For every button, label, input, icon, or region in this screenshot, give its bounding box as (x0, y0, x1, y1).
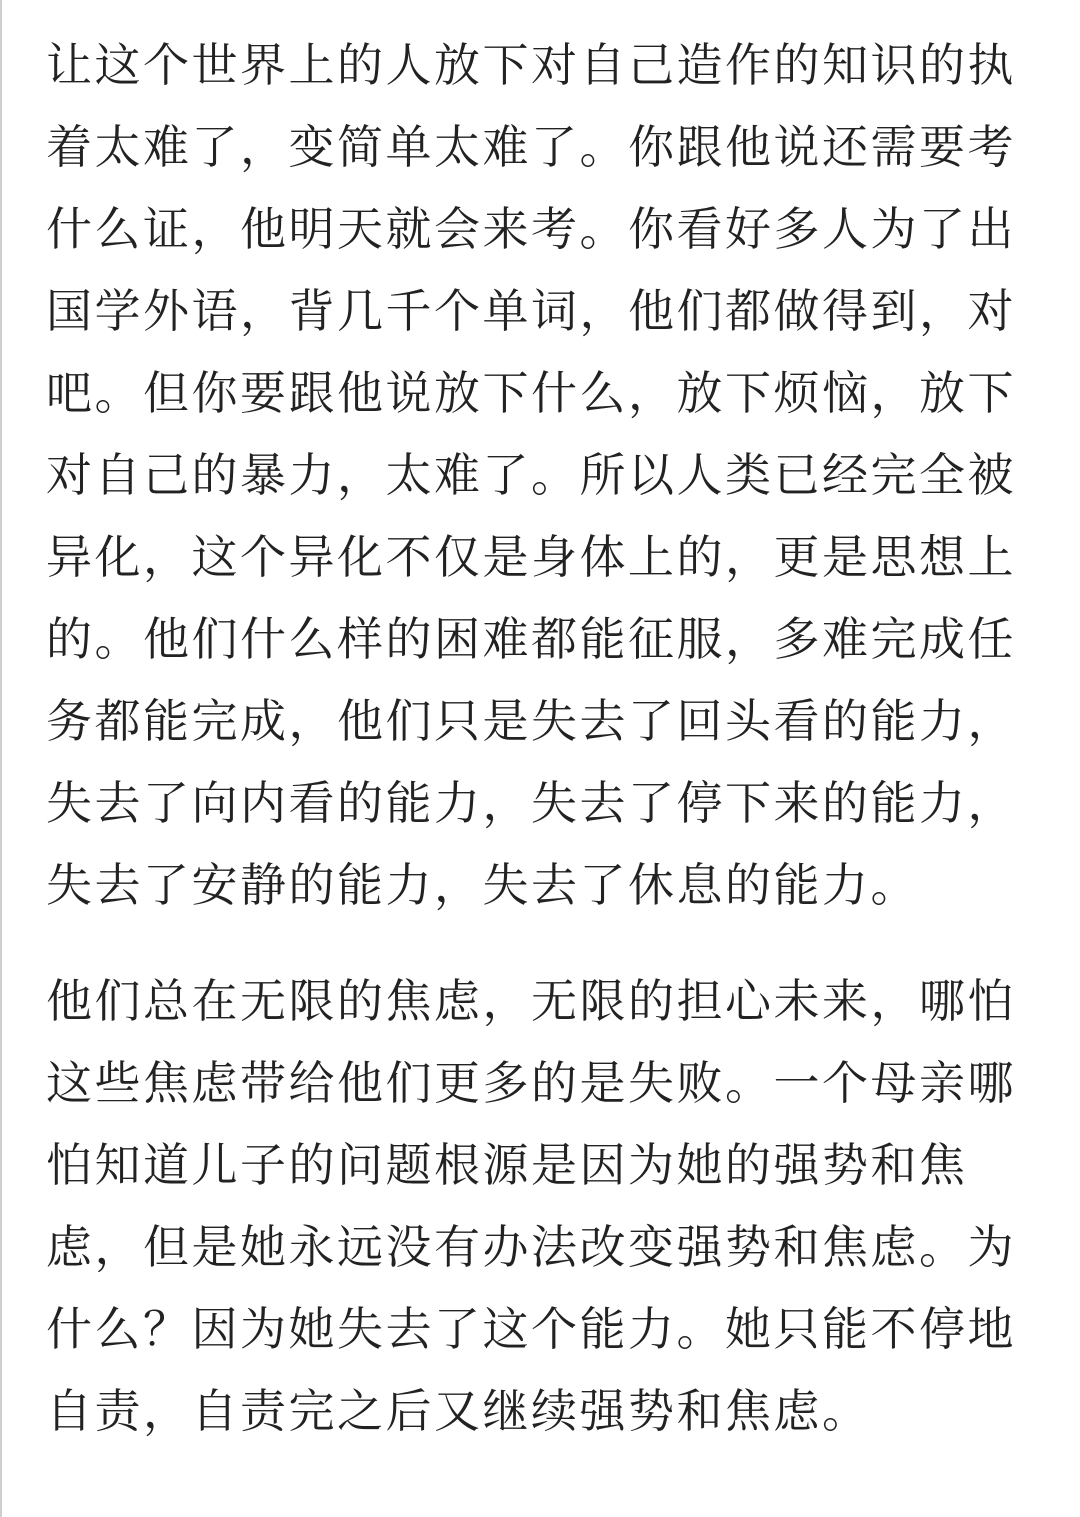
text-line: 这些焦虑带给他们更多的是失败。一个母亲哪 (46, 1056, 1016, 1110)
text-line: 吧。但你要跟他说放下什么，放下烦恼，放下 (46, 366, 1016, 420)
paragraph-1 (46, 24, 1046, 926)
text-line: 失去了向内看的能力，失去了停下来的能力， (46, 776, 1016, 830)
text-line: 失去了安静的能力，失去了休息的能力。 (46, 858, 919, 912)
text-line: 什么？因为她失去了这个能力。她只能不停地 (46, 1302, 1016, 1356)
text-line: 对自己的暴力，太难了。所以人类已经完全被 (46, 448, 1016, 502)
text-line: 让这个世界上的人放下对自己造作的知识的执 (46, 38, 1016, 92)
text-line: 自责，自责完之后又继续强势和焦虑。 (46, 1384, 871, 1438)
text-line: 务都能完成，他们只是失去了回头看的能力， (46, 694, 1016, 748)
text-line: 的。他们什么样的困难都能征服，多难完成任 (46, 612, 1016, 666)
text-line: 什么证，他明天就会来考。你看好多人为了出 (46, 202, 1016, 256)
left-border-line (0, 0, 2, 1517)
text-line: 国学外语，背几千个单词，他们都做得到，对 (46, 284, 1016, 338)
text-line: 着太难了，变简单太难了。你跟他说还需要考 (46, 120, 1016, 174)
text-line: 虑，但是她永远没有办法改变强势和焦虑。为 (46, 1220, 1016, 1274)
text-line: 他们总在无限的焦虑，无限的担心未来，哪怕 (46, 974, 1016, 1028)
text-line: 怕知道儿子的问题根源是因为她的强势和焦 (46, 1138, 968, 1192)
article-body (46, 24, 1046, 1452)
paragraph-2 (46, 960, 1046, 1452)
text-line: 异化，这个异化不仅是身体上的，更是思想上 (46, 530, 1016, 584)
